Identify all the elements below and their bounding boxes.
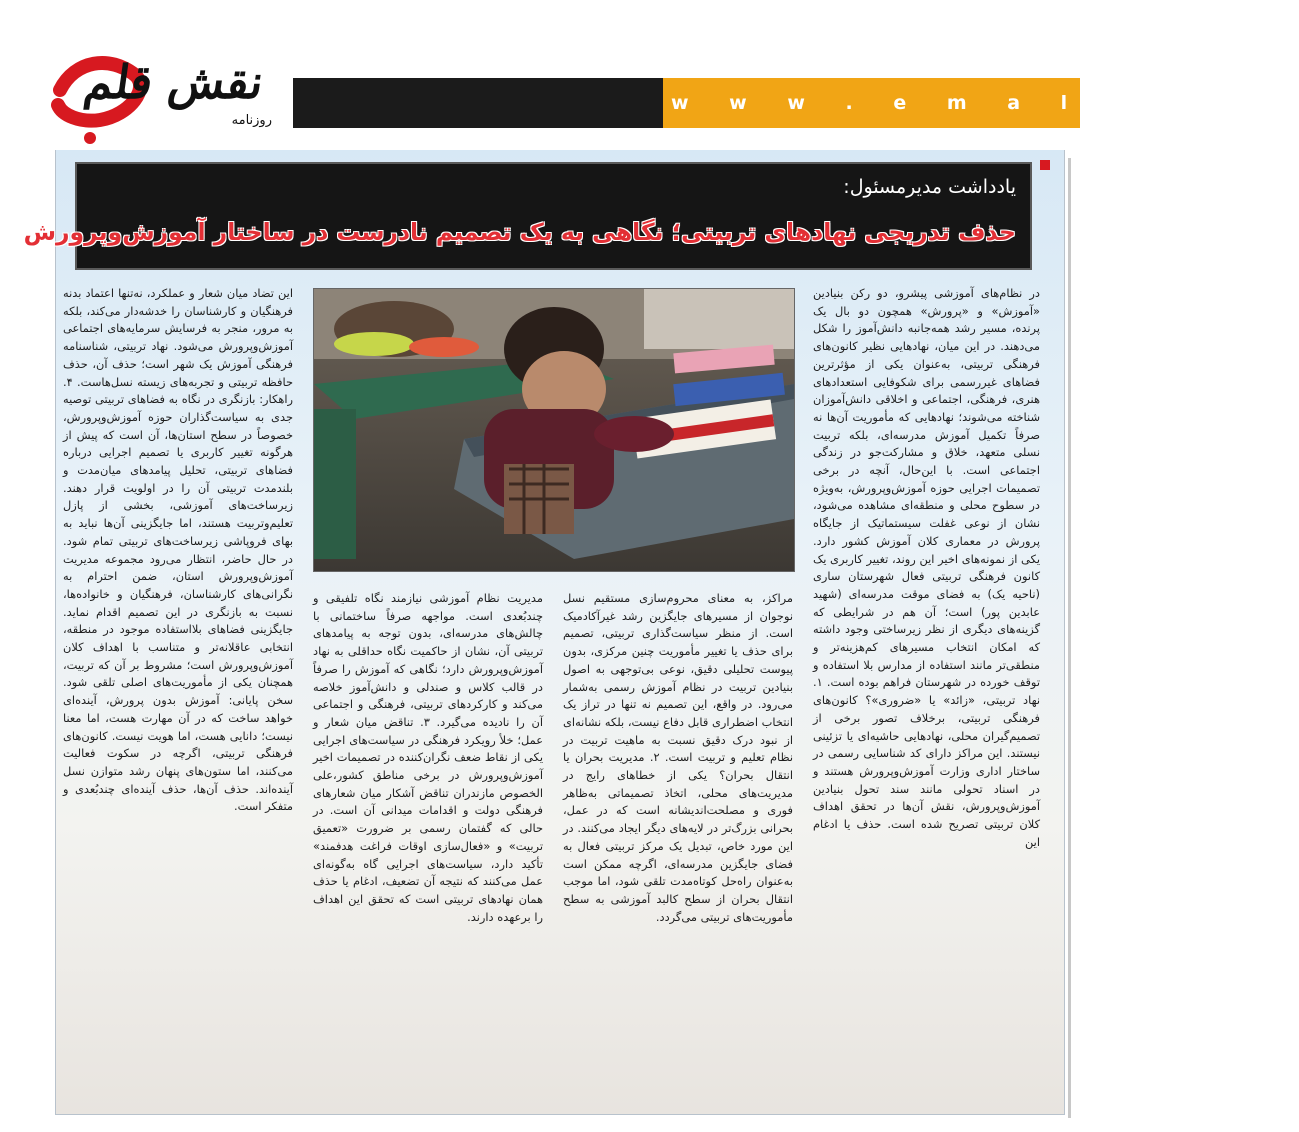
- article-header: [23, 162, 1032, 270]
- article-headline: حذف تدریجی نهادهای تربیتی؛ نگاهی به یک تصمیم نادرست در ساختار آموزش‌وپرورش: [23, 218, 1016, 246]
- logo-subtitle: روزنامه: [231, 113, 272, 128]
- article-column-2: [563, 590, 793, 1103]
- masthead: [0, 0, 1299, 150]
- bottom-strip: [55, 1118, 1065, 1132]
- article-column-4: [63, 285, 293, 1103]
- newspaper-logo: [40, 20, 290, 150]
- article-photo: [313, 288, 795, 572]
- column-text: مراکز، به معنای محروم‌سازی مستقیم نسل نوجوان از مسیرهای جایگزین رشد غیرآکادمیک است. از منظر سیاست‌گذاری تربیتی، تصمیم برای حذف یا تغییر مأموریت چنین مرکزی، بدون پیوست تحلیلی دقیق، نوعی بی‌توجهی به اصول بنیادین تربیت در نظام آموزش رسمی به‌شمار می‌رود. در واقع، این تصمیم نه تنها در تراز یک انتخاب اضطراری قابل دفاع نیست، بلکه نشانه‌ای از نبود درک دقیق نسبت به ماهیت تربیت در نظام تعلیم و تربیت است. ۲. مدیریت بحران یا انتقال بحران؟ یکی از خطاهای رایج در مدیریت‌های محلی، اتخاذ تصمیماتی به‌ظاهر فوری و مصلحت‌اندیشانه است که در عمل، بحرانی بزرگ‌تر در لایه‌های دیگر ایجاد می‌کنند. در این مورد خاص، تبدیل یک مرکز تربیتی فعال به فضای جایگزین مدرسه‌ای، اگرچه ممکن است به‌عنوان راه‌حل کوتاه‌مدت تلقی شود، اما موجب انتقال بحران از سطح کالبد آموزشی به سطح مأموریت‌های تربیتی می‌گردد.: [563, 591, 794, 924]
- column-text: مدیریت نظام آموزشی نیازمند نگاه تلفیقی و چندبُعدی است. مواجهه صرفاً ساختمانی با چالش‌های مدرسه‌ای، بدون توجه به پیامدهای تربیتی آن، نشان از حاکمیت نگاه حداقلی به نهاد آموزش‌وپرورش دارد؛ نگاهی که آموزش را صرفاً در قالب کلاس و صندلی و دانش‌آموز خلاصه می‌کند و کارکردهای تربیتی، فرهنگی و اجتماعی آن را نادیده می‌گیرد. ۳. تناقض میان شعار و عمل؛ خلأ رویکرد فرهنگی در سیاست‌های اجرایی یکی از نقاط ضعف نگران‌کننده در تصمیمات اخیر آموزش‌وپرورش در برخی مناطق کشور،علی الخصوص مازندران تناقض آشکار میان شعارهای فرهنگی دولت و اقدامات میدانی آن است. در حالی که گفتمان رسمی بر ضرورت «تعمیق تربیت» و «فعال‌سازی اوقات فراغت هدفمند» تأکید دارد، سیاست‌های اجرایی گاه به‌گونه‌ای عمل می‌کنند که نتیجه آن تضعیف، ادغام یا حذف همان نهادهای تربیتی است که تحقق این اهداف را برعهده دارند.: [313, 591, 543, 924]
- website-url[interactable]: w w w . e m a l e k a n: [663, 78, 1080, 128]
- column-text: در نظام‌های آموزشی پیشرو، دو رکن بنیادین «آموزش» و «پرورش» همچون دو بال یک پرنده، مسیر رشد همه‌جانبه دانش‌آموز را شکل می‌دهند. در این میان، نهادهایی نظیر کانون‌های فرهنگی تربیتی، به‌عنوان یکی از مؤثرترین فضاهای غیررسمی برای شکوفایی استعدادهای هنری، فرهنگی، اجتماعی و اخلاقی دانش‌آموزان شناخته می‌شوند؛ نهادهایی که مأموریت آن‌ها نه صرفاً تکمیل آموزش مدرسه‌ای، بلکه تربیت نسلی متعهد، خلاق و مشارکت‌جو در زندگی اجتماعی است. با این‌حال، آنچه در برخی تصمیمات اجرایی حوزه آموزش‌وپرورش، به‌ویژه در سطوح محلی و منطقه‌ای مشاهده می‌شود، نشان از نوعی غفلت سیستماتیک از جایگاه پرورش در معماری کلان آموزش کشور دارد. یکی از نمونه‌های اخیر این روند، تغییر کاربری یک کانون فرهنگی تربیتی فعال شهرستان ساری (ناحیه یک) به فضای موقت مدرسه‌ای (شهید عابدین پور) است؛ آن هم در شرایطی که گزینه‌های دیگری از نظر زیرساختی وجود داشته که امکان انتخاب مسیرهای کم‌هزینه‌تر و منطقی‌تر مانند استفاده از مدارس بلا استفاده و توقف خورده در شهرستان فراهم بوده است. ۱. نهاد تربیتی، «زائد» یا «ضروری»؟ کانون‌های فرهنگی تربیتی، برخلاف تصور برخی از تصمیم‌گیران محلی، نهادهایی حاشیه‌ای یا تزئینی نیستند. این مراکز دارای کد شناسایی رسمی در ساختار اداری وزارت آموزش‌وپرورش هستند و در اسناد تحولی مانند سند تحول بنیادین آموزش‌وپرورش، نقش آن‌ها در تحقق اهداف کلان تربیتی تصریح شده است. حذف یا ادغام این: [813, 286, 1040, 849]
- logo-wordmark: نقش قلم: [80, 55, 268, 109]
- page-divider: [1068, 158, 1071, 1118]
- crying-student-photo-icon: [314, 289, 794, 571]
- red-corner-mark: [1040, 160, 1050, 170]
- article-kicker: یادداشت مدیرمسئول:: [843, 176, 1016, 198]
- masthead-black-band: [293, 78, 663, 128]
- article-column-1: [813, 285, 1040, 1103]
- article-column-3: [313, 590, 543, 1103]
- column-text: این تضاد میان شعار و عملکرد، نه‌تنها اعتماد بدنه فرهنگیان و کارشناسان را خدشه‌دار می‌کند، بلکه به مرور، منجر به فرسایش سرمایه‌های اجتماعی آموزش‌وپرورش می‌شود. نهاد تربیتی، شناسنامه فرهنگی آموزش یک شهر است؛ حذف آن، حذف حافظه تربیتی و تجربه‌های زیسته نسل‌هاست. ۴. راهکار: بازنگری در نگاه به فضاهای تربیتی توصیه جدی به سیاست‌گذاران حوزه آموزش‌وپرورش، خصوصاً در سطح استان‌ها، آن است که پیش از هرگونه تغییر کاربری یا تصمیم اجرایی درباره فضاهای تربیتی، تحلیل پیامدهای میان‌مدت و بلندمدت تربیتی آن را در اولویت قرار دهند. زیرساخت‌های آموزشی، بخشی از پازل تعلیم‌وتربیت هستند، اما جایگزینی آن‌ها نباید به بهای فروپاشی زیرساخت‌های تربیتی تمام شود. در حال حاضر، انتظار می‌رود مجموعه مدیریت آموزش‌وپرورش استان، ضمن احترام به نگرانی‌های کارشناسان، فرهنگیان و خانواده‌ها، نسبت به بازنگری در این تصمیم اقدام نماید. جایگزینی فضاهای بلااستفاده موجود در منطقه، انتخابی عاقلانه‌تر و متناسب با اهداف کلان آموزش‌وپرورش است؛ مشروط بر آن که تربیت، همچنان یکی از مأموریت‌های اصلی تلقی شود. سخن پایانی: آموزش بدون پرورش، آینده‌ای خواهد ساخت که در آن مهارت هست، اما معنا نیست؛ دانایی هست، اما هویت نیست. کانون‌های فرهنگی تربیتی، اگرچه در سکوت فعالیت می‌کنند، اما ستون‌های پنهان رشد متوازن نسل آینده‌اند. حذف آن‌ها، حذف آینده‌ای چندبُعدی و متفکر است.: [63, 286, 293, 814]
